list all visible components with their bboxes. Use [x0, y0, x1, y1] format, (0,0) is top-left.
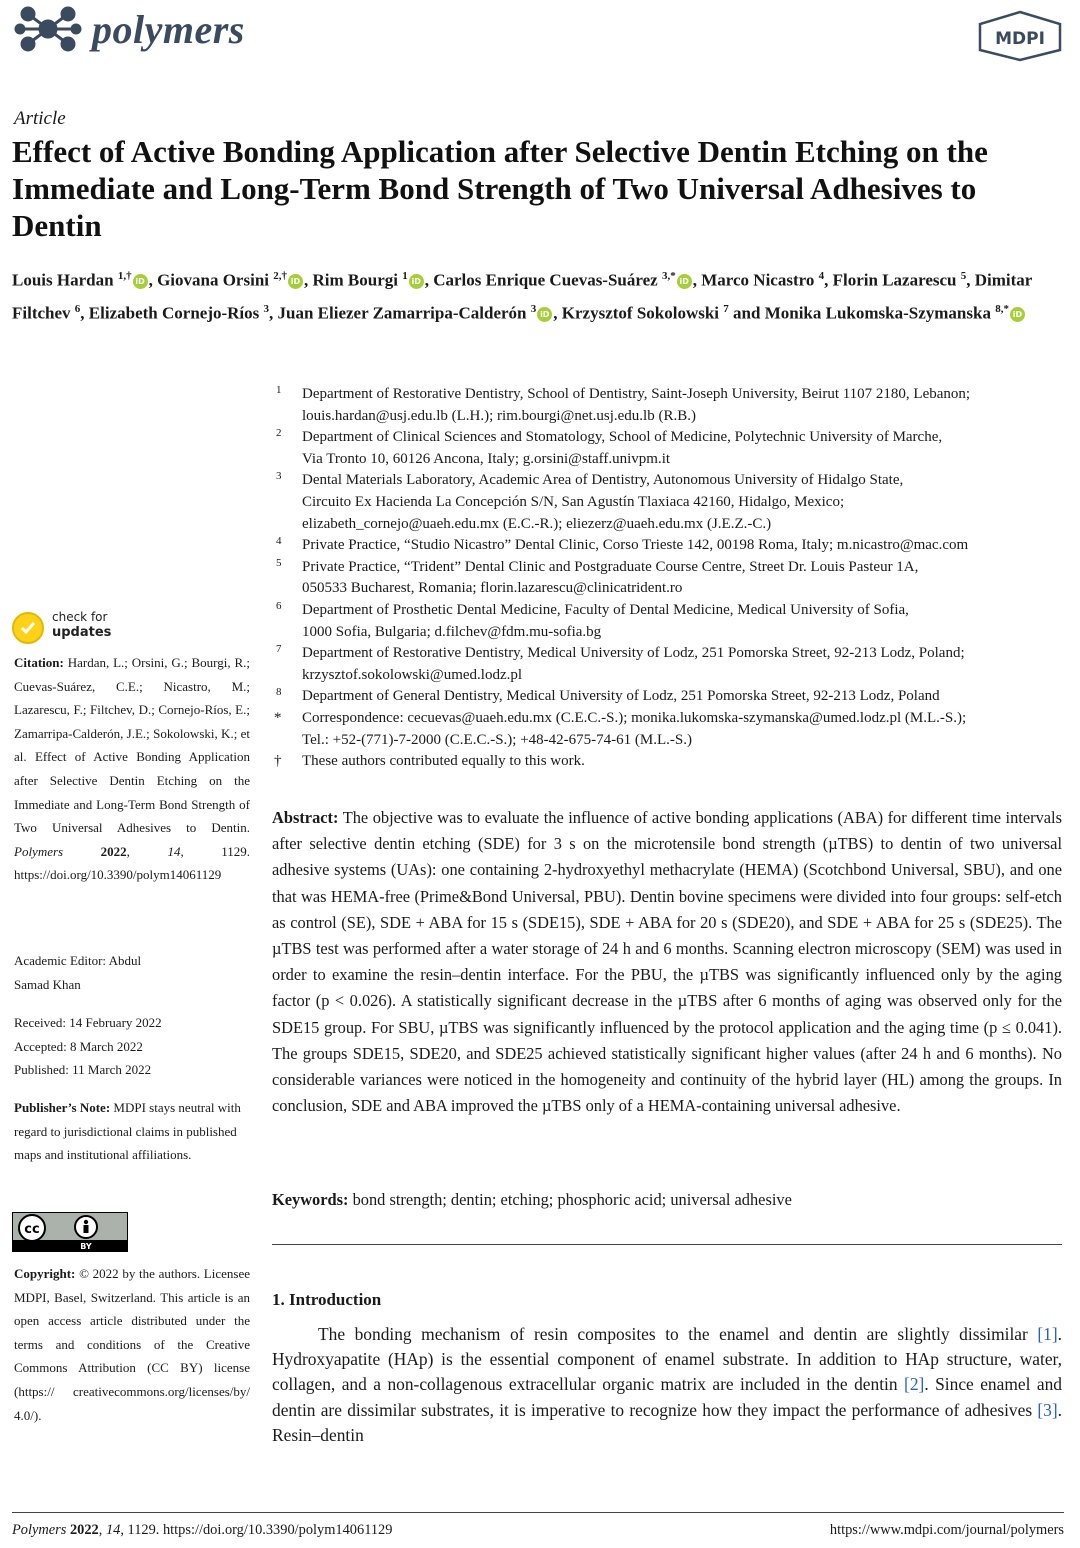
- affiliation-mark: 2: [276, 427, 282, 440]
- affiliation-line: Department of Clinical Sciences and Stomatology, School of Medicine, Polytechnic University of Marche,: [302, 429, 943, 446]
- check-updates-icon: [12, 612, 44, 644]
- citation-doi[interactable]: , 1129. https://doi.org/10.3390/polym14061129: [14, 843, 251, 883]
- affiliation-line: Via Tronto 10, 60126 Ancona, Italy; g.orsini@staff.univpm.it: [302, 450, 671, 467]
- citation-block: Citation: Hardan, L.; Orsini, G.; Bourgi, R.; Cuevas-Suárez, C.E.; Nicastro, M.; Lazarescu, F.; Filtchev, D.; Cornejo-Ríos, E.; Zamarripa-Calderón, J.E.; Sokolowski, K.; et al. Effect of Active Bonding Application after Selective Dentin Etching on the Immediate and Long-Term Bond Strength of Two Universal Adhesives to Dentin. Polymers 2022, 14, 1129. https://doi.org/10.3390/polym14061129: [14, 655, 251, 883]
- affiliation-line: Private Practice, “Studio Nicastro” Dental Clinic, Corso Trieste 142, 00198 Roma, Italy; m.nicastro@mac.com: [302, 537, 969, 554]
- check-updates-line1: check for: [52, 610, 108, 624]
- check-for-updates-badge[interactable]: [12, 610, 122, 646]
- publishers-note-text: MDPI stays neutral with regard to jurisdictional claims in published maps and institutional affiliations.: [14, 1100, 241, 1163]
- author-affiliation-mark: 8,*: [995, 302, 1009, 315]
- affiliation-mark: †: [274, 753, 282, 770]
- author-separator: ,: [424, 270, 434, 290]
- affiliation-line: Department of General Dentistry, Medical University of Lodz, 251 Pomorska Street, 92-213 Lodz, Poland: [302, 688, 940, 705]
- affiliation-mark: 6: [276, 599, 282, 612]
- affiliation-item: [272, 535, 1072, 557]
- affiliation-mark: 5: [276, 556, 282, 569]
- author-affiliation-mark: 3,*: [661, 270, 676, 282]
- intro-text: . Since enamel and dentin are dissimilar substrates, it is imperative to recognize how they impact the performance of adhesives: [272, 1374, 1062, 1420]
- author-name: Marco Nicastro: [701, 270, 815, 290]
- author-name: Rim Bourgi: [312, 270, 398, 290]
- dates-block: [14, 1011, 250, 1082]
- footer-volume: 14: [105, 1522, 121, 1538]
- orcid-icon[interactable]: iD: [677, 274, 692, 289]
- article-title: Effect of Active Bonding Application after Selective Dentin Etching on the Immediate and Long-Term Bond Strength of Two Universal Adhesives to Dentin: [12, 134, 988, 243]
- author-separator: ,: [304, 270, 313, 290]
- affiliation-line: Department of Prosthetic Dental Medicine, Faculty of Dental Medicine, Medical University of Sofia,: [302, 601, 909, 618]
- citation-journal: Polymers: [14, 843, 64, 859]
- journal-name: polymers: [92, 7, 245, 52]
- citation-link[interactable]: [3]: [1037, 1399, 1058, 1420]
- author-name: Elizabeth Cornejo-Ríos: [88, 303, 260, 323]
- affiliation-line: 050533 Bucharest, Romania; florin.lazarescu@clinicatrident.ro: [302, 580, 683, 597]
- citation-volume: 14: [167, 843, 181, 859]
- citation-year: 2022: [100, 843, 127, 859]
- mdpi-logo-text: MDPI: [995, 29, 1045, 49]
- footer-journal: Polymers: [12, 1522, 67, 1538]
- author-affiliation-mark: 4: [818, 270, 825, 282]
- copyright-text: © 2022 by the authors. Licensee MDPI, Basel, Switzerland. This article is an open access article distributed under the terms and conditions of the Creative Commons Attribution (CC BY) license (https:// creativecommons.org/licenses/by/ 4.0/).: [14, 1266, 250, 1423]
- affiliation-mark: 1: [276, 384, 282, 396]
- citation-link[interactable]: [1]: [1037, 1324, 1058, 1344]
- author-name: Giovana Orsini: [157, 270, 269, 290]
- author-separator: ,: [966, 270, 975, 290]
- footer-year: 2022: [69, 1522, 99, 1538]
- author-separator: and: [728, 303, 765, 323]
- affiliation-item: [272, 643, 1072, 686]
- affiliation-line: Private Practice, “Trident” Dental Clinic and Postgraduate Course Centre, Street Dr. Louis Pasteur 1A,: [302, 558, 919, 575]
- affiliation-line: krzysztof.sokolowski@umed.lodz.pl: [302, 666, 523, 683]
- footer-divider: [12, 1512, 1064, 1513]
- citation-text: Hardan, L.; Orsini, G.; Bourgi, R.; Cuevas-Suárez, C.E.; Nicastro, M.; Lazarescu, F.; Filtchev, D.; Cornejo-Ríos, E.; Zamarripa-Calderón, J.E.; Sokolowski, K.; et al. Effect of Active Bonding Application after Selective Dentin Etching on the Immediate and Long-Term Bond Strength of Two Universal Adhesives to Dentin.: [14, 655, 250, 836]
- affiliation-item: [272, 751, 1072, 773]
- affiliation-item: [272, 686, 1072, 708]
- orcid-icon[interactable]: iD: [537, 307, 552, 322]
- author-affiliation-mark: 3: [263, 302, 270, 315]
- affiliation-line: elizabeth_cornejo@uaeh.edu.mx (E.C.-R.); eliezerz@uaeh.edu.mx (J.E.Z.-C.): [302, 515, 772, 532]
- affiliation-item: [272, 427, 1072, 470]
- author-name: Juan Eliezer Zamarripa-Calderón: [277, 303, 527, 323]
- author-name: Carlos Enrique Cuevas-Suárez: [433, 270, 658, 290]
- keywords-label: Keywords:: [272, 1190, 349, 1209]
- author-affiliation-mark: 7: [723, 302, 729, 315]
- author-list: [12, 262, 1062, 327]
- abstract: [272, 805, 1062, 1119]
- orcid-icon[interactable]: iD: [1010, 307, 1025, 322]
- affiliation-line: Circuito Ex Hacienda La Concepción S/N, San Agustín Tlaxiaca 42160, Hidalgo, Mexico;: [302, 493, 845, 510]
- intro-text: The bonding mechanism of resin composites to the enamel and dentin are slightly dissimilar: [318, 1324, 1038, 1344]
- received-date: Received: 14 February 2022: [14, 1015, 162, 1030]
- author-name: Krzysztof Sokolowski: [561, 303, 720, 323]
- affiliation-mark: 4: [276, 535, 282, 548]
- author-separator: ,: [80, 303, 89, 323]
- affiliation-line: Department of Restorative Dentistry, Medical University of Lodz, 251 Pomorska Street, 92-213 Lodz, Poland;: [302, 645, 965, 662]
- affiliation-line: Department of Restorative Dentistry, School of Dentistry, Saint-Joseph University, Beirut 1107 2180, Lebanon;: [302, 386, 971, 402]
- affiliation-item: [272, 470, 1072, 535]
- author-separator: ,: [269, 303, 278, 323]
- affiliation-line: Tel.: +52-(771)-7-2000 (C.E.C.-S.); +48-42-675-74-61 (M.L.-S.): [302, 731, 692, 748]
- author-affiliation-mark: 1,†: [117, 270, 132, 282]
- affiliation-item: [272, 557, 1072, 600]
- affiliation-mark: *: [274, 709, 282, 726]
- author-separator: ,: [692, 270, 702, 290]
- keywords: [272, 1190, 1062, 1210]
- intro-text: . Hydroxyapatite (HAp) is the essential component of enamel substrate. In addition to HAp structure, water, collagen, and a non-collagenous extracellular organic matrix are included in the dentin: [272, 1324, 1062, 1395]
- check-updates-line2: updates: [52, 625, 112, 640]
- author-affiliation-mark: 6: [74, 302, 81, 315]
- footer-doi[interactable]: , 1129. https://doi.org/10.3390/polym14061129: [120, 1522, 393, 1538]
- affiliation-line: louis.hardan@usj.edu.lb (L.H.); rim.bourgi@net.usj.edu.lb (R.B.): [302, 407, 696, 424]
- affiliation-item: [272, 708, 1072, 751]
- polymers-logo-icon: [14, 2, 82, 56]
- published-date: Published: 11 March 2022: [14, 1062, 152, 1078]
- introduction-paragraph: [272, 1322, 1062, 1448]
- author-name: Louis Hardan: [12, 270, 114, 290]
- abstract-label: Abstract:: [272, 808, 339, 827]
- author-name: Monika Lukomska-Szymanska: [764, 303, 991, 323]
- orcid-icon[interactable]: iD: [288, 274, 303, 289]
- intro-text: . Resin–dentin: [272, 1399, 1062, 1445]
- affiliation-item: [272, 384, 1072, 427]
- mdpi-logo: [976, 10, 1064, 62]
- footer-citation: Polymers 2022, 14, 1129. https://doi.org/10.3390/polym14061129: [12, 1522, 393, 1538]
- citation-label: Citation:: [14, 655, 64, 670]
- academic-editor: Academic Editor: Abdul Samad Khan: [14, 953, 142, 992]
- author-affiliation-mark: 3: [530, 302, 537, 315]
- section-heading-introduction: 1. Introduction: [272, 1290, 382, 1309]
- affiliation-line: Correspondence: cecuevas@uaeh.edu.mx (C.E.C.-S.); monika.lukomska-szymanska@umed.lodz.pl (M.L.-S.);: [302, 709, 967, 726]
- copyright-notice: [14, 1262, 250, 1427]
- author-name: Florin Lazarescu: [832, 270, 957, 290]
- copyright-label: Copyright:: [14, 1266, 76, 1281]
- footer-journal-url[interactable]: https://www.mdpi.com/journal/polymers: [829, 1522, 1064, 1538]
- author-affiliation-mark: 5: [960, 270, 967, 282]
- affiliation-line: These authors contributed equally to this work.: [302, 753, 585, 770]
- keywords-text: bond strength; dentin; etching; phosphoric acid; universal adhesive: [352, 1190, 792, 1209]
- publishers-note: [14, 1096, 250, 1167]
- author-affiliation-mark: 1: [402, 270, 408, 282]
- abstract-text: The objective was to evaluate the influence of active bonding applications (ABA) for different time intervals after selective dentin etching (SDE) for 3 s on the microtensile bond strength (µTBS) to dentin of two universal adhesive systems (UAs): one containing 2-hydroxyethyl methacrylate (HEMA) (Scotchbond Universal, SBU), and one that was HEMA-free (Prime&Bond Universal, PBU). Dentin bovine specimens were divided into four groups: self-etch as control (SE), SDE + ABA for 15 s (SDE15), SDE + ABA for 20 s (SDE20), and SDE + ABA for 25 s (SDE25). The µTBS test was performed after a water storage of 24 h and 6 months. Scanning electron microscopy (SEM) was used in order to examine the resin–dentin interface. For the PBU, the µTBS was significantly influenced only by the aging factor (p < 0.026). A statistically significant decrease in the µTBS after 6 months of aging was observed only for the SDE15 group. For SBU, µTBS was significantly influenced by the protocol application and the aging time (p ≤ 0.041). The groups SDE15, SDE20, and SDE25 achieved statistically significant higher values (after 24 h and 6 months). No considerable variances were noticed in the homogeneity and continuity of the hybrid layer (HL) among the groups. In conclusion, SDE and ABA improved the µTBS only of a HEMA-containing universal adhesive.: [272, 808, 1062, 1116]
- author-separator: ,: [824, 270, 833, 290]
- divider: [272, 1244, 1062, 1245]
- affiliation-mark: 8: [276, 686, 282, 699]
- affiliation-line: 1000 Sofia, Bulgaria; d.filchev@fdm.mu-sofia.bg: [302, 623, 602, 640]
- author-affiliation-mark: 2,†: [273, 270, 287, 282]
- affiliation-line: Dental Materials Laboratory, Academic Area of Dentistry, Autonomous University of Hidalgo State,: [302, 472, 904, 489]
- svg-text:cc: cc: [24, 1222, 40, 1237]
- orcid-icon[interactable]: iD: [409, 274, 424, 289]
- cc-by-label: BY: [80, 1242, 92, 1251]
- affiliation-item: [272, 600, 1072, 643]
- author-name: Dimitar Filtchev: [12, 270, 1033, 323]
- accepted-date: Accepted: 8 March 2022: [14, 1038, 143, 1054]
- author-separator: ,: [148, 270, 158, 290]
- affiliation-mark: 3: [276, 470, 282, 483]
- citation-link[interactable]: [2]: [904, 1374, 925, 1395]
- affiliations: [272, 384, 1072, 773]
- author-separator: ,: [553, 303, 562, 323]
- article-type: Article: [14, 108, 66, 129]
- cc-by-license-icon[interactable]: [12, 1212, 128, 1252]
- orcid-icon[interactable]: iD: [133, 274, 148, 289]
- affiliation-mark: 7: [276, 643, 282, 656]
- publishers-note-label: Publisher’s Note:: [14, 1100, 111, 1115]
